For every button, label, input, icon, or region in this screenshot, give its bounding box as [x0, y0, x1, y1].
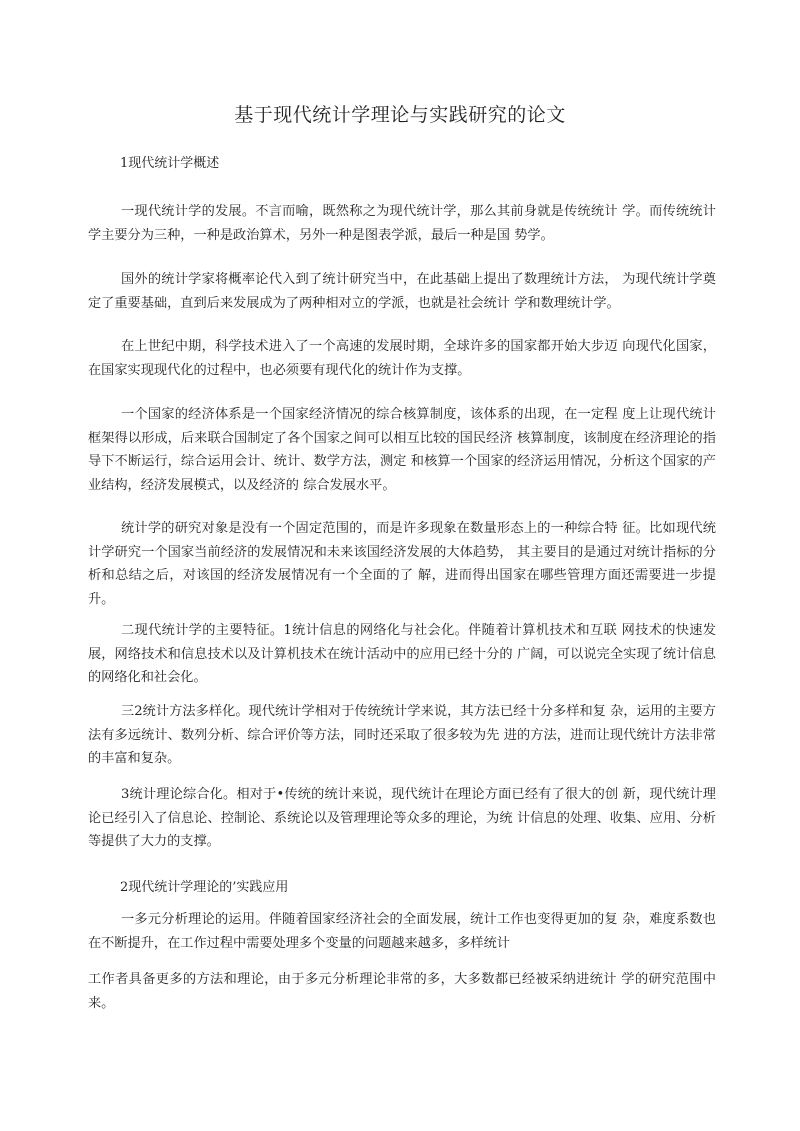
paragraph-2: 国外的统计学家将概率论代入到了统计研究当中，在此基础上提出了数理统计方法， 为现代统计学奠定了重要基础，直到后来发展成为了两种相对立的学派，也就是社会统计 学和数理统计学。: [88, 272, 716, 311]
section-heading-1: 1现代统计学概述: [120, 156, 220, 171]
paragraph-4: 一个国家的经济体系是一个国家经济情况的综合核算制度，该体系的出现，在一定程 度上让现代统计框架得以形成，后来联合国制定了各个国家之间可以相互比较的国民经济 核算制度，该制度在经济理论的指导下不断运行，综合运用会计、统计、数学方法，测定 和核算一个国家的经济运用情况，分析这个国家的产业结构，经济发展模式，以及经济的 综合发展水平。: [88, 407, 716, 493]
paragraph-1: 一现代统计学的发展。不言而喻，既然称之为现代统计学，那么其前身就是传统统计 学。而传统统计学主要分为三种，一种是政治算术，另外一种是图表学派，最后一种是国 势学。: [88, 204, 716, 243]
paragraph-7: 三2统计方法多样化。现代统计学相对于传统统计学来说，其方法已经十分多样和复 杂，运用的主要方法有多远统计、数列分析、综合评价等方法，同时还采取了很多较为先 进的方法，进而让现代统计方法非常的丰富和复杂。: [88, 704, 716, 766]
paragraph-6: 二现代统计学的主要特征。1统计信息的网络化与社会化。伴随着计算机技术和互联 网技术的快速发展，网络技术和信息技术以及计算机技术在统计活动中的应用已经十分的 广阔，可以说完全实现了统计信息的网络化和社会化。: [88, 623, 716, 685]
paragraph-3: 在上世纪中期，科学技术进入了一个高速的发展时期，全球许多的国家都开始大步迈 向现代化国家，在国家实现现代化的过程中，也必须要有现代化的统计作为支撑。: [88, 339, 716, 378]
section-heading-2: 2现代统计学理论的’实践应用: [120, 880, 289, 895]
paragraph-5: 统计学的研究对象是没有一个固定范围的，而是许多现象在数量形态上的一种综合特 征。比如现代统计学研究一个国家当前经济的发展情况和未来该国经济发展的大体趋势， 其主要目的是通过对统计指标的分析和总结之后，对该国的经济发展情况有一个全面的了 解，进而得出国家在哪些管理方面还需要进一步提升。: [88, 521, 716, 607]
document-title: 基于现代统计学理论与实践研究的论文: [234, 104, 566, 126]
paragraph-10: 工作者具备更多的方法和理论，由于多元分析理论非常的多，大多数都已经被采纳进统计 学的研究范围中来。: [88, 972, 716, 1011]
paragraph-9: 一多元分析理论的运用。伴随着国家经济社会的全面发展，统计工作也变得更加的复 杂，难度系数也在不断提升，在工作过程中需要处理多个变量的问题越来越多，多样统计: [88, 912, 716, 951]
paragraph-8: 3统计理论综合化。相对于•传统的统计来说，现代统计在理论方面已经有了很大的创 新，现代统计理论已经引入了信息论、控制论、系统论以及管理理论等众多的理论，为统 计信息的处理、收集、应用、分析等提供了大力的支撑。: [88, 787, 716, 849]
